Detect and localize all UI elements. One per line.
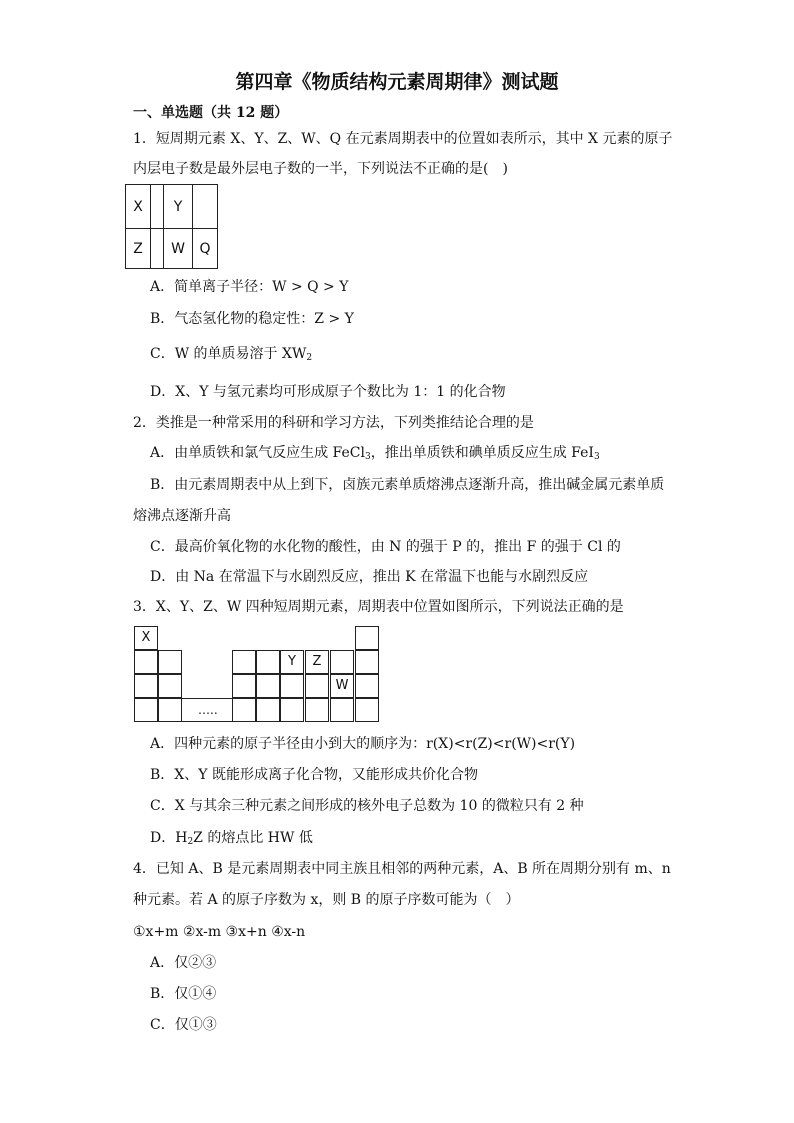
- q1-option-c-sub: 2: [306, 353, 313, 363]
- q2-option-a-text: A．由单质铁和氯气反应生成 FeCl: [150, 445, 365, 461]
- q3-cell-x: X: [134, 626, 158, 650]
- q2-option-a-text2: ，推出单质铁和碘单质反应生成 FeI: [370, 445, 594, 461]
- q3-cell: [158, 698, 182, 722]
- q3-cell: [355, 674, 379, 698]
- q3-cell: [280, 674, 304, 698]
- q3-cell: [280, 698, 304, 722]
- q3-cell: [232, 674, 256, 698]
- q3-cell: [330, 650, 354, 674]
- q3-cell-w: W: [330, 674, 354, 698]
- q3-option-c: C．X 与其余三种元素之间形成的核外电子总数为 10 的微粒只有 2 种: [150, 798, 584, 814]
- q3-cell: [134, 698, 158, 722]
- q3-cell: [305, 698, 329, 722]
- q2-option-b-line2: 熔沸点逐渐升高: [133, 508, 231, 524]
- q2-option-a-sub2: 3: [593, 452, 600, 462]
- q3-cell: [355, 650, 379, 674]
- q3-cell: [330, 698, 354, 722]
- q1-stem-line2: 内层电子数是最外层电子数的一半，下列说法不正确的是( ): [133, 161, 508, 177]
- q3-cell: [232, 650, 256, 674]
- q3-cell: [256, 698, 280, 722]
- q1-cell-empty: [151, 229, 164, 269]
- q3-cell: [305, 674, 329, 698]
- q3-cell: [158, 650, 182, 674]
- q4-option-a: A．仅②③: [150, 955, 217, 971]
- q4-stem-line1: 4．已知 A、B 是元素周期表中同主族且相邻的两种元素，A、B 所在周期分别有 m、n: [133, 861, 671, 877]
- q4-choices: ①x+m ②x-m ③x+n ④x-n: [133, 924, 306, 940]
- q4-option-b: B．仅①④: [150, 986, 217, 1002]
- q2-stem: 2．类推是一种常采用的科研和学习方法，下列类推结论合理的是: [133, 415, 534, 431]
- q1-element-table: [125, 184, 218, 269]
- q4-stem-line2: 种元素。若 A 的原子序数为 x，则 B 的原子序数可能为（ ）: [133, 892, 520, 908]
- q3-option-d: [150, 829, 313, 847]
- q3-cell: [134, 674, 158, 698]
- q1-option-b: B．气态氢化物的稳定性：Z > Y: [150, 311, 354, 327]
- q1-stem-line1: 1．短周期元素 X、Y、Z、W、Q 在元素周期表中的位置如表所示，其中 X 元素的原子: [133, 131, 673, 147]
- q1-cell-y: Y: [164, 185, 193, 229]
- section-heading: 一、单选题（共 12 题）: [133, 105, 289, 121]
- q1-cell-z: Z: [126, 229, 151, 269]
- q2-option-b-line1: B．由元素周期表中从上到下，卤族元素单质熔沸点逐渐升高，推出碱金属元素单质: [150, 477, 665, 493]
- q3-cell: [134, 650, 158, 674]
- q3-option-d-pre: D．H: [150, 830, 188, 846]
- q3-option-d-post: Z 的熔点比 HW 低: [193, 830, 313, 846]
- q3-cell: [232, 698, 256, 722]
- q3-option-b: B．X、Y 既能形成离子化合物，又能形成共价化合物: [150, 767, 478, 783]
- q1-cell-empty: [193, 185, 218, 229]
- q1-cell-w: W: [164, 229, 193, 269]
- q1-option-c-text: C．W 的单质易溶于 XW: [150, 346, 307, 362]
- q3-cell-z: Z: [305, 650, 329, 674]
- q3-cell: [256, 650, 280, 674]
- q1-cell-q: Q: [193, 229, 218, 269]
- q3-ellipsis: …..: [198, 703, 218, 717]
- q1-cell-empty: [151, 185, 164, 229]
- q2-option-a-sub: 3: [364, 452, 371, 462]
- q2-option-a: [150, 444, 600, 462]
- q1-option-d: D．X、Y 与氢元素均可形成原子个数比为 1：1 的化合物: [150, 384, 506, 400]
- q4-option-c: C．仅①③: [150, 1017, 217, 1033]
- q3-cell: [355, 626, 379, 650]
- q3-cell-y: Y: [280, 650, 304, 674]
- q2-option-d: D．由 Na 在常温下与水剧烈反应，推出 K 在常温下也能与水剧烈反应: [150, 569, 589, 585]
- q1-option-a: A．简单离子半径：W > Q > Y: [150, 279, 349, 295]
- q3-option-a: A．四种元素的原子半径由小到大的顺序为：r(X)<r(Z)<r(W)<r(Y): [150, 736, 576, 752]
- page-title: 第四章《物质结构元素周期律》测试题: [235, 71, 559, 93]
- q2-option-c: C．最高价氧化物的水化物的酸性，由 N 的强于 P 的，推出 F 的强于 Cl 的: [150, 539, 621, 555]
- q3-stem: 3．X、Y、Z、W 四种短周期元素，周期表中位置如图所示，下列说法正确的是: [133, 599, 624, 615]
- q1-cell-x: X: [126, 185, 151, 229]
- q3-periodic-table: [134, 626, 379, 726]
- q3-cell: [256, 674, 280, 698]
- q3-cell: [158, 674, 182, 698]
- q3-option-d-sub: 2: [187, 837, 194, 847]
- q1-option-c: [150, 345, 312, 363]
- q3-cell: [355, 698, 379, 722]
